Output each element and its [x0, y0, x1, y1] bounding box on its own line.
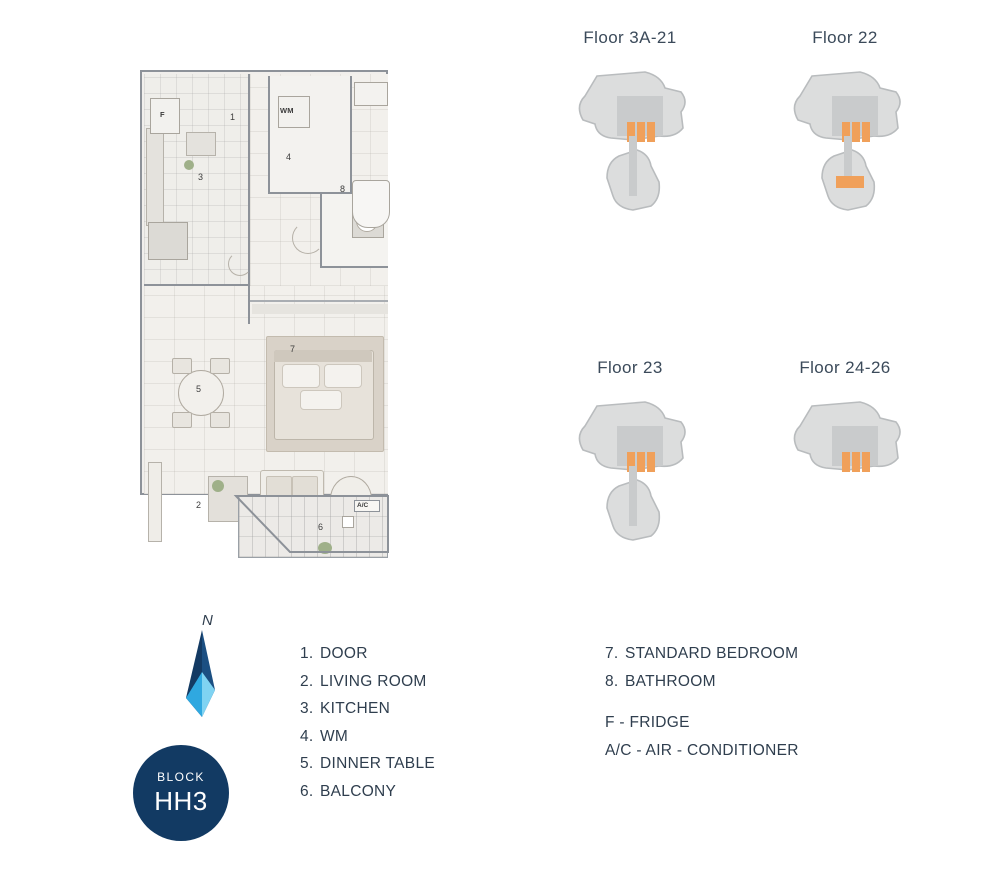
door-arc-bathroom — [292, 222, 324, 254]
kitchen-sink-counter — [186, 132, 216, 156]
throw-pillow — [300, 390, 342, 410]
legend-item — [300, 728, 435, 746]
ac-unit-icon — [342, 516, 354, 528]
legend-index: 7. — [605, 645, 619, 662]
legend-index: 3. — [300, 700, 314, 717]
block-badge-caption: BLOCK — [157, 769, 205, 784]
pillow-right — [324, 364, 362, 388]
keyplan-title: Floor 22 — [812, 28, 878, 47]
legend-item — [300, 783, 435, 801]
legend-column-1 — [300, 645, 435, 810]
marker-8: 8 — [340, 184, 346, 194]
wall-kitchen-bottom — [144, 284, 250, 286]
wall-bedroom-top — [250, 300, 388, 302]
compass-needle-icon — [160, 612, 230, 732]
legend-item — [300, 755, 435, 773]
wall-bathroom-right — [350, 76, 352, 194]
legend-label: DOOR — [320, 645, 368, 662]
legend-spacer — [605, 700, 799, 714]
block-badge — [133, 745, 229, 841]
marker-7: 7 — [290, 344, 296, 354]
chair-2 — [210, 358, 230, 374]
marker-4: 4 — [286, 152, 292, 162]
plant-decor-kitchen — [184, 160, 194, 170]
wall-bath8-bottom — [320, 266, 388, 268]
legend-label: LIVING ROOM — [320, 672, 427, 690]
legend-label: STANDARD BEDROOM — [625, 645, 799, 662]
legend-item — [300, 700, 435, 718]
keyplan-graphic — [555, 58, 705, 223]
vanity-counter — [354, 82, 388, 106]
legend-item — [605, 673, 799, 691]
ac-tag: A/C — [354, 500, 380, 512]
marker-1: 1 — [230, 112, 236, 122]
legend-label: BALCONY — [320, 782, 397, 800]
bath-tub — [352, 180, 390, 228]
legend-note-ac: A/C - AIR - CONDITIONER — [605, 741, 799, 759]
stove-top — [148, 222, 188, 260]
wm-label: WM — [280, 106, 294, 115]
keyplan-graphic — [770, 388, 920, 553]
block-badge-name: HH3 — [154, 785, 208, 816]
marker-3: 3 — [198, 172, 204, 182]
balcony-plant — [318, 542, 332, 554]
chair-3 — [172, 412, 192, 428]
wall-bathroom-left — [268, 76, 270, 194]
fridge-unit — [150, 98, 180, 134]
legend-index: 4. — [300, 727, 314, 745]
floor-plan-outline — [140, 70, 388, 532]
door-arc-kitchen — [228, 252, 252, 276]
legend-note-fridge: F - FRIDGE — [605, 714, 690, 731]
keyplan-graphic — [555, 388, 705, 553]
legend-item — [300, 645, 435, 663]
keyplan-floor-3a-21 — [535, 28, 725, 223]
keyplan-floor-22 — [750, 28, 940, 223]
chair-1 — [172, 358, 192, 374]
legend-index: 8. — [605, 672, 619, 690]
keyplan-title: Floor 24-26 — [799, 358, 891, 377]
kitchen-counter-left — [146, 128, 164, 226]
keyplan-title: Floor 23 — [597, 358, 663, 377]
legend-label: DINNER TABLE — [320, 755, 435, 772]
legend-column-2 — [605, 645, 799, 769]
marker-5: 5 — [196, 384, 202, 394]
keyplan-graphic — [770, 58, 920, 223]
legend-item — [605, 645, 799, 663]
marker-2: 2 — [196, 500, 202, 510]
legend-item — [300, 673, 435, 691]
sliding-partition — [252, 304, 388, 314]
fridge-label: F — [160, 110, 165, 119]
compass-north-label: N — [202, 612, 213, 629]
legend-label: WM — [320, 727, 349, 745]
plant-decor-living — [212, 480, 224, 492]
unit-floor-plan — [140, 70, 410, 560]
chair-4 — [210, 412, 230, 428]
keyplan-floor-24-26 — [750, 358, 940, 553]
bathroom-area — [270, 76, 350, 192]
tv-console — [148, 462, 162, 542]
legend-index: 6. — [300, 782, 314, 800]
pillow-left — [282, 364, 320, 388]
legend-index: 2. — [300, 672, 314, 690]
legend-label: BATHROOM — [625, 672, 716, 690]
legend-index: 1. — [300, 645, 314, 662]
keyplan-floor-23 — [535, 358, 725, 553]
legend-index: 5. — [300, 755, 314, 772]
bed-headboard — [274, 350, 372, 362]
legend-label: KITCHEN — [320, 700, 391, 717]
compass — [160, 612, 230, 737]
marker-6: 6 — [318, 522, 324, 532]
keyplan-title: Floor 3A-21 — [583, 28, 677, 47]
wall-kitchen-right — [248, 74, 250, 324]
